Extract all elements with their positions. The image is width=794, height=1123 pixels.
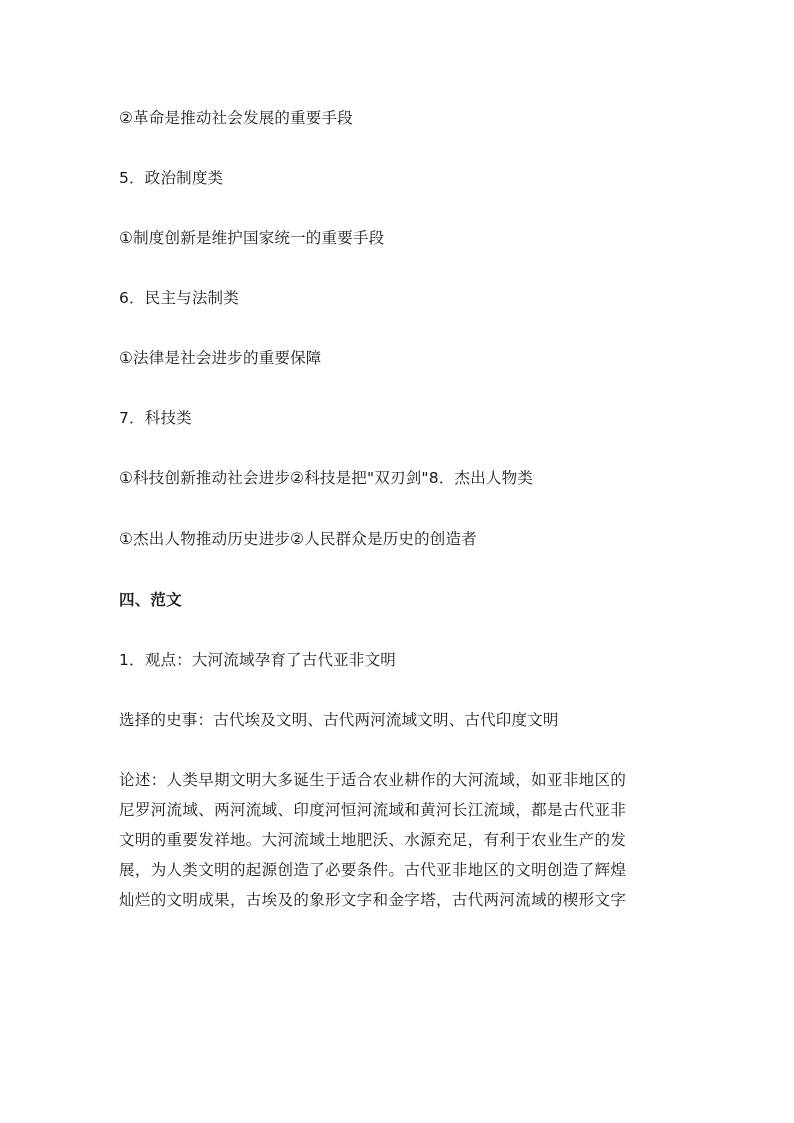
section-7-technology: 7．科技类 bbox=[119, 409, 192, 427]
point-law-guarantee: ①法律是社会进步的重要保障 bbox=[119, 349, 322, 367]
argument-line: 尼罗河流域、两河流域、印度河恒河流域和黄河长江流域，都是古代亚非 bbox=[119, 801, 627, 819]
section-6-democracy-law: 6．民主与法制类 bbox=[119, 289, 239, 307]
point-revolution: ②革命是推动社会发展的重要手段 bbox=[119, 109, 353, 127]
argument-line: 展，为人类文明的起源创造了必要条件。古代亚非地区的文明创造了辉煌 bbox=[119, 861, 627, 879]
essay-1-viewpoint: 1．观点：大河流域孕育了古代亚非文明 bbox=[119, 651, 396, 669]
section-5-political-system: 5．政治制度类 bbox=[119, 169, 224, 187]
argument-line: 文明的重要发祥地。大河流域土地肥沃、水源充足，有利于农业生产的发 bbox=[119, 831, 627, 849]
essay-1-selected-events: 选择的史事：古代埃及文明、古代两河流域文明、古代印度文明 bbox=[119, 711, 559, 729]
point-outstanding-figures: ①杰出人物推动历史进步②人民群众是历史的创造者 bbox=[119, 530, 477, 548]
section-four-sample-essays: 四、范文 bbox=[119, 591, 182, 609]
point-system-innovation: ①制度创新是维护国家统一的重要手段 bbox=[119, 229, 385, 247]
argument-line: 灿烂的文明成果，古埃及的象形文字和金字塔，古代两河流域的楔形文字 bbox=[119, 891, 627, 909]
point-technology-section-8: ①科技创新推动社会进步②科技是把"双刃剑"8．杰出人物类 bbox=[119, 469, 534, 487]
essay-1-argument bbox=[119, 765, 679, 915]
argument-line: 论述：人类早期文明大多诞生于适合农业耕作的大河流域，如亚非地区的 bbox=[119, 771, 627, 789]
